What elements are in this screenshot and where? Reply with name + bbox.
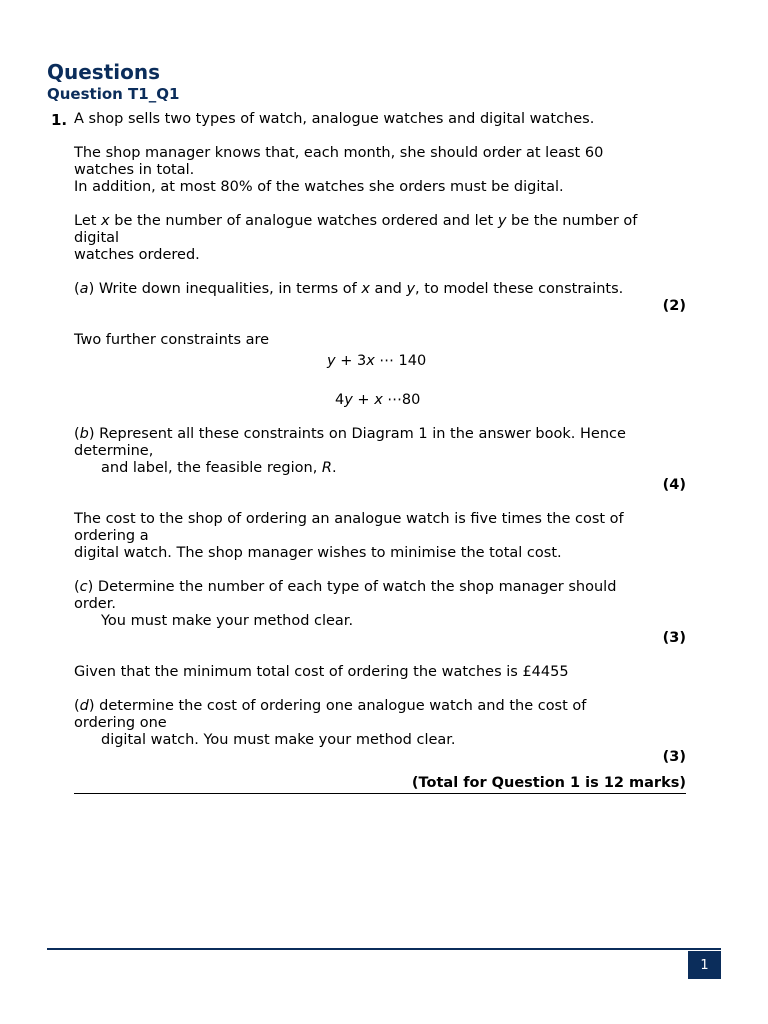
part-b-text-line-2: determine, [74,443,154,459]
part-c-text-line-2: order. [74,596,116,612]
part-d-text-line-3: digital watch. You must make your method clear. [101,732,456,748]
cost-text-line-2: ordering a [74,528,149,544]
question-number: 1. [51,111,68,129]
variable-definition-line-3: watches ordered. [74,247,200,263]
variable-definition-line-2: digital [74,230,120,246]
part-c-text-line-3: You must make your method clear. [101,613,354,629]
cost-text-line-3: digital watch. The shop manager wishes to minimise the total cost. [74,545,562,561]
part-b-text-line-3: and label, the feasible region, R. [101,460,337,476]
constraint-text-line-2: watches in total. [74,162,195,178]
part-a-text: (a) Write down inequalities, in terms of x and y, to model these constraints. [74,281,624,297]
part-b-marks: (4) [662,477,686,493]
question-reference: Question T1_Q1 [47,85,180,103]
further-constraints-intro: Two further constraints are [74,332,270,348]
part-c-marks: (3) [662,630,686,646]
part-d-marks: (3) [662,749,686,765]
constraint-text-line-1: The shop manager knows that, each month, she should order at least 60 [74,145,604,161]
page-number: 1 [700,957,709,973]
inequality-2: 4y + x ⋯80 [335,392,421,408]
total-marks: (Total for Question 1 is 12 marks) [411,775,686,791]
page-title: Questions [47,60,161,84]
total-divider [74,793,686,794]
part-a-marks: (2) [662,298,686,314]
given-cost-text: Given that the minimum total cost of ordering the watches is £4455 [74,664,569,680]
question-intro: A shop sells two types of watch, analogue watches and digital watches. [74,111,595,127]
page-number-badge [688,951,721,979]
inequality-1: y + 3x ⋯ 140 [327,353,427,369]
part-c-text-line-1: (c) Determine the number of each type of watch the shop manager should [74,579,617,595]
part-b-text-line-1: (b) Represent all these constraints on Diagram 1 in the answer book. Hence [74,426,626,442]
cost-text-line-1: The cost to the shop of ordering an analogue watch is five times the cost of [74,511,624,527]
footer-divider [47,948,721,950]
part-d-text-line-1: (d) determine the cost of ordering one analogue watch and the cost of [74,698,587,714]
part-d-text-line-2: ordering one [74,715,167,731]
constraint-text-line-3: In addition, at most 80% of the watches she orders must be digital. [74,179,564,195]
variable-definition-line-1: Let x be the number of analogue watches ordered and let y be the number of [74,213,638,229]
